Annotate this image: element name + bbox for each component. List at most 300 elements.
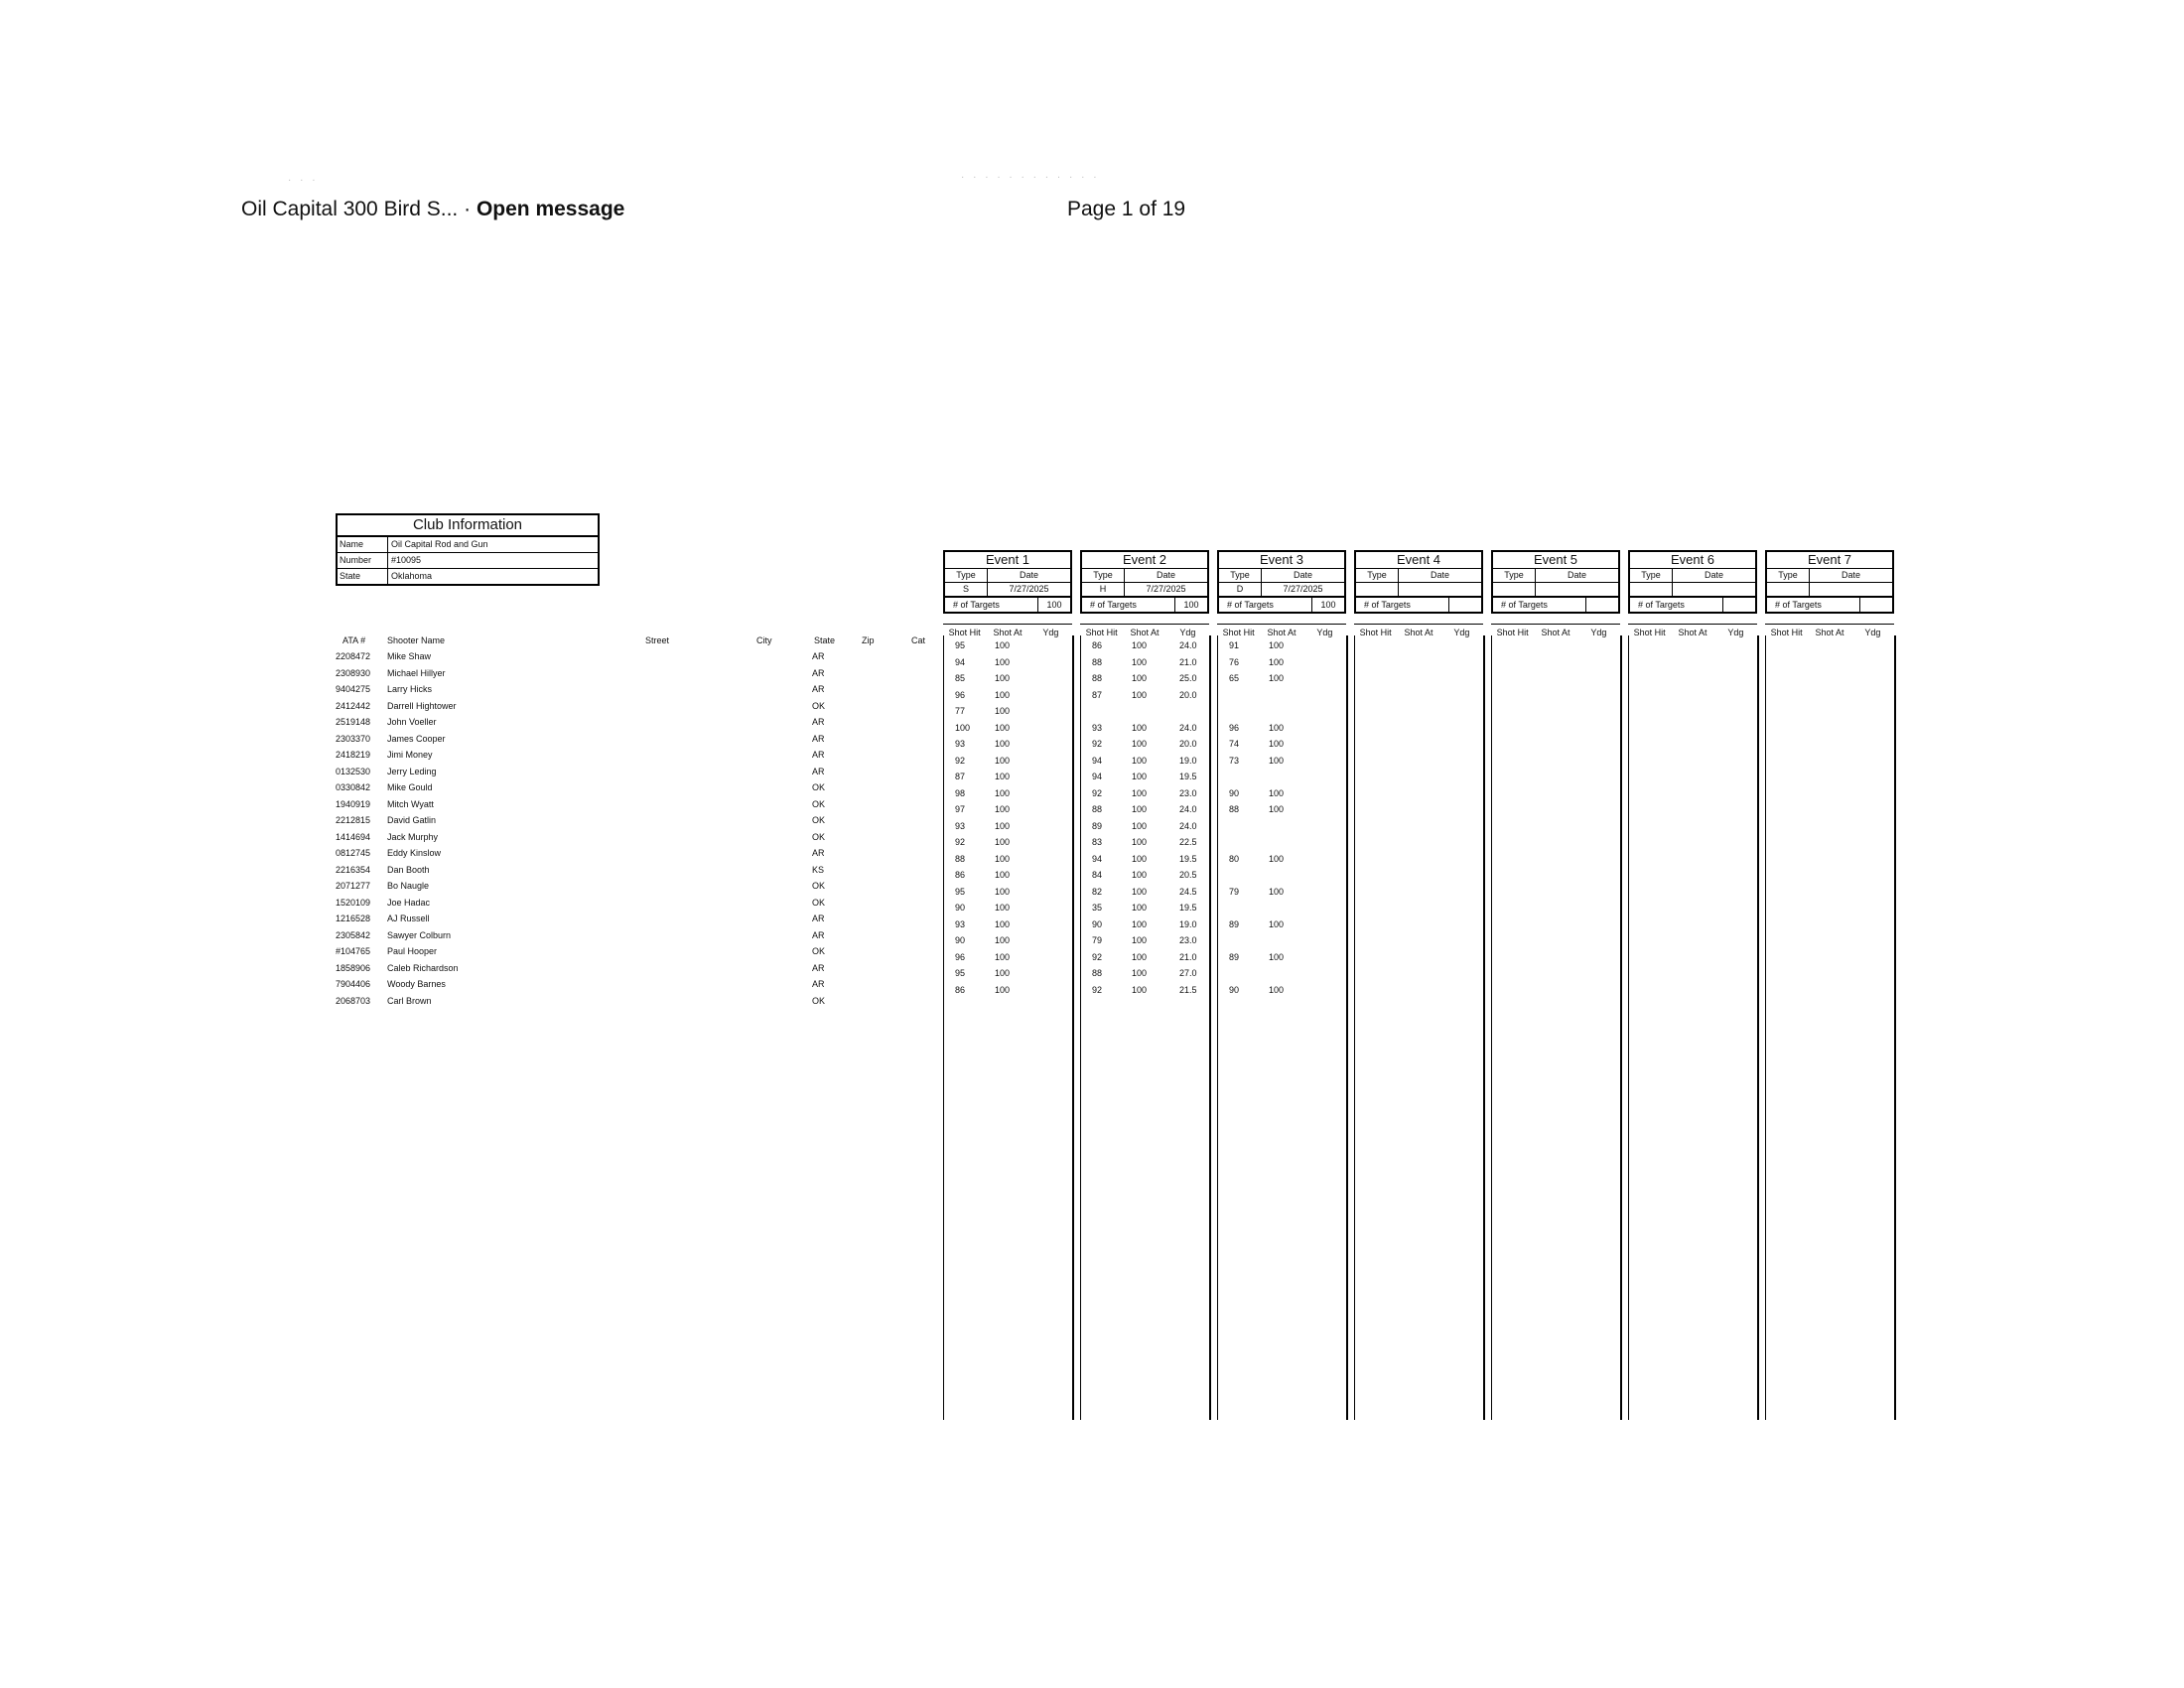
shooter-ata: 0812745	[336, 848, 371, 858]
score-row	[943, 756, 1072, 773]
shot-hit-value: 79	[1092, 935, 1103, 945]
shot-at-value: 100	[1132, 722, 1148, 733]
event-scores	[1217, 640, 1346, 1001]
score-row	[1217, 887, 1346, 904]
shooter-state: AR	[812, 979, 825, 989]
targets-label: # of Targets	[1493, 598, 1586, 612]
shooter-ata: 2412442	[336, 700, 371, 711]
score-row	[1217, 657, 1346, 674]
shot-at-value: 100	[995, 787, 1011, 798]
faint-header-left: · · ·	[288, 175, 319, 186]
shot-hit-value: 94	[955, 656, 966, 667]
event-block	[1354, 550, 1483, 640]
shot-hit-value: 88	[1092, 656, 1103, 667]
shooter-state: AR	[812, 750, 825, 760]
event-column-rule	[1628, 635, 1629, 1420]
shot-at-value: 100	[1269, 755, 1285, 766]
shooter-state: KS	[812, 864, 825, 875]
shot-hit-value: 35	[1092, 903, 1103, 913]
shot-hit-value: 96	[955, 951, 966, 962]
targets-row	[943, 598, 1072, 614]
shot-at-value: 100	[1269, 918, 1285, 929]
shot-at-value: 100	[995, 755, 1011, 766]
score-row	[1080, 821, 1209, 838]
shooter-name: Darrell Hightower	[387, 700, 457, 711]
club-row-key: State	[338, 569, 388, 584]
shot-hit-value: 92	[1092, 787, 1103, 798]
event-date	[1536, 583, 1618, 596]
shooter-state: AR	[812, 733, 825, 744]
shot-at-value: 100	[995, 706, 1011, 716]
shooter-state: OK	[812, 700, 826, 711]
shooter-state: OK	[812, 831, 826, 842]
shot-hit-value: 87	[1092, 689, 1103, 700]
score-row	[1217, 739, 1346, 756]
shooter-ata: 7904406	[336, 979, 371, 989]
score-row	[1217, 919, 1346, 936]
score-row	[943, 804, 1072, 821]
shooter-name: Woody Barnes	[387, 979, 446, 989]
col-state: State	[814, 635, 836, 645]
score-row	[1217, 804, 1346, 821]
shot-at-value: 100	[995, 886, 1011, 897]
shot-at-value: 100	[995, 935, 1011, 945]
score-row	[943, 640, 1072, 657]
message-title: Oil Capital 300 Bird S...	[241, 198, 459, 220]
type-label: Type	[1356, 569, 1399, 582]
shooter-ata: 1858906	[336, 962, 371, 973]
score-row	[1080, 837, 1209, 854]
shooter-state: AR	[812, 651, 825, 661]
shooter-name: Larry Hicks	[387, 684, 433, 694]
event-column-rule	[1080, 635, 1081, 1420]
score-row	[943, 968, 1072, 985]
event-date: 7/27/2025	[1146, 584, 1186, 594]
targets-count	[1449, 598, 1481, 612]
col-ata: ATA #	[342, 635, 366, 645]
shooter-state: AR	[812, 667, 825, 678]
score-row	[1217, 673, 1346, 690]
event-block	[1765, 550, 1894, 640]
score-row	[943, 739, 1072, 756]
event-column-rule	[1354, 635, 1355, 1420]
ydg-value: 24.0	[1179, 722, 1197, 733]
event-column-rule	[1346, 635, 1348, 1420]
shot-hit-value: 90	[1229, 787, 1240, 798]
shot-hit-value: 76	[1229, 656, 1240, 667]
shot-at-value: 100	[1132, 984, 1148, 995]
targets-count: 100	[1183, 600, 1199, 610]
shot-hit-value: 92	[955, 755, 966, 766]
shot-hit-value: 91	[1229, 640, 1240, 650]
shot-at-value: 100	[995, 722, 1011, 733]
shot-hit-value: 92	[1092, 984, 1103, 995]
shot-at-header: Shot At	[1404, 628, 1433, 637]
shot-at-header: Shot At	[1130, 628, 1160, 637]
shot-at-value: 100	[1269, 787, 1285, 798]
event-block	[943, 550, 1072, 1001]
event-column-rule	[1894, 635, 1896, 1420]
score-row	[1080, 985, 1209, 1002]
date-label: Date	[1156, 570, 1175, 580]
score-row	[1080, 935, 1209, 952]
shot-hit-value: 98	[955, 787, 966, 798]
shot-at-value: 100	[995, 772, 1011, 781]
score-row	[943, 903, 1072, 919]
targets-row	[1354, 598, 1483, 614]
targets-count	[1723, 598, 1755, 612]
shooter-name: Joe Hadac	[387, 897, 431, 908]
event-type	[1356, 583, 1399, 596]
shot-at-value: 100	[1269, 656, 1285, 667]
ydg-value: 27.0	[1179, 968, 1197, 978]
score-row	[1080, 690, 1209, 707]
shooter-name: Mike Shaw	[387, 651, 432, 661]
targets-row	[1628, 598, 1757, 614]
shot-at-header: Shot At	[1541, 628, 1570, 637]
event-type-date-values	[1767, 583, 1892, 596]
score-row	[1080, 673, 1209, 690]
shooter-name: Caleb Richardson	[387, 962, 459, 973]
ydg-value: 19.5	[1179, 853, 1197, 864]
shot-hit-value: 84	[1092, 870, 1103, 880]
event-title: Event 2	[1082, 552, 1207, 569]
shot-hit-value: 93	[955, 739, 966, 749]
event-header-box	[1628, 550, 1757, 598]
event-type-date-labels	[1356, 569, 1481, 583]
score-row	[943, 919, 1072, 936]
event-type-date-labels	[1219, 569, 1344, 583]
open-message-link[interactable]: Open message	[476, 198, 625, 220]
shooter-state: AR	[812, 914, 825, 923]
shot-at-value: 100	[1269, 886, 1285, 897]
shot-hit-header: Shot Hit	[1496, 628, 1529, 637]
targets-label: # of Targets	[1219, 598, 1312, 612]
ydg-value: 21.0	[1179, 951, 1197, 962]
score-row	[1217, 772, 1346, 788]
score-row	[1217, 952, 1346, 969]
club-information-box	[336, 513, 600, 586]
ydg-header: Ydg	[1727, 628, 1744, 637]
shooter-state: AR	[812, 766, 825, 776]
event-column-rule	[1072, 635, 1074, 1420]
score-row	[943, 657, 1072, 674]
shooter-ata: 2305842	[336, 929, 371, 940]
event-header-box	[1765, 550, 1894, 598]
shot-at-value: 100	[995, 870, 1011, 880]
shot-at-value: 100	[995, 689, 1011, 700]
shot-hit-value: 94	[1092, 772, 1103, 781]
message-header	[241, 198, 624, 221]
type-label: Type	[1767, 569, 1810, 582]
targets-label: # of Targets	[945, 598, 1038, 612]
shot-hit-value: 85	[955, 673, 966, 683]
shot-at-value: 100	[1132, 804, 1148, 814]
ydg-value: 19.0	[1179, 918, 1197, 929]
event-type	[1767, 583, 1810, 596]
shot-hit-value: 79	[1229, 886, 1240, 897]
shooter-name: Dan Booth	[387, 864, 430, 875]
shot-at-value: 100	[1132, 870, 1148, 880]
shooter-state: AR	[812, 684, 825, 694]
targets-label: # of Targets	[1356, 598, 1449, 612]
shot-at-header: Shot At	[1815, 628, 1844, 637]
event-title: Event 7	[1767, 552, 1892, 569]
shot-at-value: 100	[995, 903, 1011, 913]
event-type-date-values	[1082, 583, 1207, 596]
score-row	[1217, 756, 1346, 773]
event-block	[1217, 550, 1346, 1001]
ydg-value: 24.5	[1179, 886, 1197, 897]
score-row	[943, 772, 1072, 788]
shooter-ata: 2216354	[336, 864, 371, 875]
club-row-key: Number	[338, 553, 388, 568]
shooter-state: AR	[812, 848, 825, 858]
score-headers	[1354, 624, 1483, 640]
score-row	[1217, 788, 1346, 805]
shot-at-value: 100	[1132, 689, 1148, 700]
date-label: Date	[1019, 570, 1038, 580]
shot-at-value: 100	[1269, 804, 1285, 814]
shot-hit-value: 96	[1229, 722, 1240, 733]
shot-at-value: 100	[1132, 918, 1148, 929]
score-row	[1217, 903, 1346, 919]
club-row-key: Name	[338, 537, 388, 552]
score-row	[943, 821, 1072, 838]
ydg-value: 19.5	[1179, 903, 1197, 913]
shot-at-value: 100	[1132, 935, 1148, 945]
score-row	[1080, 723, 1209, 740]
shooter-state: AR	[812, 717, 825, 727]
date-label: Date	[1704, 570, 1723, 580]
shooter-name: Paul Hooper	[387, 946, 438, 956]
event-type	[1493, 583, 1536, 596]
score-row	[943, 837, 1072, 854]
shot-hit-header: Shot Hit	[1770, 628, 1803, 637]
shooter-name: Jerry Leding	[387, 766, 437, 776]
event-column-rule	[1757, 635, 1759, 1420]
ydg-value: 24.0	[1179, 820, 1197, 831]
shot-hit-value: 90	[1229, 984, 1240, 995]
shot-hit-value: 74	[1229, 739, 1240, 749]
event-scores	[943, 640, 1072, 1001]
date-label: Date	[1293, 570, 1312, 580]
score-row	[943, 706, 1072, 723]
ydg-header: Ydg	[1864, 628, 1881, 637]
shooter-name: Bo Naugle	[387, 881, 430, 891]
shot-hit-value: 90	[955, 903, 966, 913]
shooter-name: Mitch Wyatt	[387, 798, 434, 809]
shot-at-value: 100	[1132, 772, 1148, 781]
shot-at-value: 100	[1269, 673, 1285, 683]
score-row	[943, 690, 1072, 707]
score-row	[1080, 657, 1209, 674]
shot-at-value: 100	[1132, 739, 1148, 749]
score-row	[1080, 968, 1209, 985]
club-row-value: Oil Capital Rod and Gun	[391, 539, 488, 549]
targets-row	[1080, 598, 1209, 614]
shot-at-value: 100	[995, 739, 1011, 749]
event-column-rule	[1491, 635, 1492, 1420]
shot-at-value: 100	[1269, 640, 1285, 650]
shooter-state: AR	[812, 962, 825, 973]
shooter-name: Sawyer Colburn	[387, 929, 452, 940]
shot-hit-value: 90	[955, 935, 966, 945]
score-row	[943, 887, 1072, 904]
shot-at-value: 100	[1132, 656, 1148, 667]
score-row	[1080, 772, 1209, 788]
club-information-title: Club Information	[338, 515, 598, 537]
score-row	[1217, 640, 1346, 657]
shot-at-value: 100	[1132, 968, 1148, 978]
score-row	[943, 788, 1072, 805]
targets-row	[1765, 598, 1894, 614]
score-row	[1080, 854, 1209, 871]
score-row	[1217, 870, 1346, 887]
club-row	[338, 537, 598, 553]
shot-hit-value: 96	[955, 689, 966, 700]
shooter-ata: 2308930	[336, 667, 371, 678]
shooter-ata: 0330842	[336, 782, 371, 792]
event-type-date-values	[1630, 583, 1755, 596]
shooter-ata: 2212815	[336, 815, 371, 825]
shot-hit-value: 89	[1229, 918, 1240, 929]
event-title: Event 1	[945, 552, 1070, 569]
event-type: D	[1219, 583, 1262, 596]
shooter-state: OK	[812, 815, 826, 825]
shot-hit-value: 90	[1092, 918, 1103, 929]
shooter-name: Jimi Money	[387, 750, 433, 760]
targets-count	[1586, 598, 1618, 612]
score-row	[1080, 706, 1209, 723]
shooter-ata: 1940919	[336, 798, 371, 809]
event-date	[1399, 583, 1481, 596]
event-header-box	[943, 550, 1072, 598]
type-label: Type	[1219, 569, 1262, 582]
shot-at-value: 100	[1132, 837, 1148, 847]
col-zip: Zip	[862, 635, 875, 645]
score-row	[943, 854, 1072, 871]
shot-hit-value: 80	[1229, 853, 1240, 864]
shot-at-value: 100	[1132, 951, 1148, 962]
event-date: 7/27/2025	[1009, 584, 1049, 594]
shot-hit-value: 100	[955, 722, 971, 733]
shot-hit-value: 88	[955, 853, 966, 864]
type-label: Type	[1082, 569, 1125, 582]
event-type-date-labels	[945, 569, 1070, 583]
shooter-ata: #104765	[336, 946, 371, 956]
ydg-value: 19.0	[1179, 755, 1197, 766]
shot-hit-value: 94	[1092, 755, 1103, 766]
event-type-date-labels	[1767, 569, 1892, 583]
date-label: Date	[1567, 570, 1586, 580]
event-type: H	[1082, 583, 1125, 596]
score-row	[1080, 756, 1209, 773]
score-row	[1217, 723, 1346, 740]
separator-dot: ·	[464, 198, 472, 220]
ydg-value: 20.0	[1179, 689, 1197, 700]
score-row	[943, 952, 1072, 969]
score-headers	[1628, 624, 1757, 640]
event-type-date-values	[1356, 583, 1481, 596]
event-column-rule	[1765, 635, 1766, 1420]
shot-hit-header: Shot Hit	[1085, 628, 1118, 637]
shot-at-value: 100	[995, 984, 1011, 995]
shot-hit-value: 89	[1092, 820, 1103, 831]
targets-row	[1217, 598, 1346, 614]
shot-at-value: 100	[1132, 640, 1148, 650]
event-title: Event 3	[1219, 552, 1344, 569]
shot-at-value: 100	[1132, 886, 1148, 897]
shooter-ata: 1216528	[336, 914, 371, 923]
event-column-rule	[1483, 635, 1485, 1420]
ydg-header: Ydg	[1042, 628, 1059, 637]
score-row	[1080, 952, 1209, 969]
shot-hit-value: 86	[955, 870, 966, 880]
event-block	[1628, 550, 1757, 640]
date-label: Date	[1841, 570, 1860, 580]
event-column-rule	[943, 635, 944, 1420]
score-row	[1217, 690, 1346, 707]
shot-at-value: 100	[1132, 755, 1148, 766]
shot-at-value: 100	[1269, 739, 1285, 749]
col-city: City	[756, 635, 772, 645]
event-column-rule	[1620, 635, 1622, 1420]
shooter-state: OK	[812, 782, 826, 792]
score-row	[1217, 854, 1346, 871]
shot-hit-value: 88	[1092, 804, 1103, 814]
score-row	[1217, 968, 1346, 985]
shot-hit-value: 87	[955, 772, 966, 781]
shooter-ata: 2519148	[336, 717, 371, 727]
shot-hit-value: 88	[1229, 804, 1240, 814]
ydg-value: 24.0	[1179, 804, 1197, 814]
faint-header-center: · · · · · · · · · · · ·	[961, 172, 1100, 183]
shot-hit-header: Shot Hit	[948, 628, 981, 637]
shooter-ata: 1414694	[336, 831, 371, 842]
shooter-state: OK	[812, 798, 826, 809]
event-title: Event 6	[1630, 552, 1755, 569]
score-row	[1217, 821, 1346, 838]
club-row	[338, 553, 598, 569]
shooter-state: OK	[812, 995, 826, 1006]
club-row-value: #10095	[391, 555, 422, 565]
shooter-name: Jack Murphy	[387, 831, 439, 842]
shot-hit-value: 92	[955, 837, 966, 847]
shot-at-value: 100	[1132, 820, 1148, 831]
score-headers	[1765, 624, 1894, 640]
shot-hit-value: 86	[955, 984, 966, 995]
score-row	[1217, 985, 1346, 1002]
shot-at-value: 100	[995, 968, 1011, 978]
targets-label: # of Targets	[1767, 598, 1860, 612]
shooter-name: John Voeller	[387, 717, 437, 727]
shot-hit-value: 88	[1092, 968, 1103, 978]
shooter-name: Eddy Kinslow	[387, 848, 442, 858]
type-label: Type	[1630, 569, 1673, 582]
ydg-value: 20.5	[1179, 870, 1197, 880]
shot-hit-value: 93	[955, 918, 966, 929]
event-column-rule	[1209, 635, 1211, 1420]
targets-count: 100	[1046, 600, 1062, 610]
event-type-date-labels	[1493, 569, 1618, 583]
score-row	[1080, 903, 1209, 919]
ydg-value: 19.5	[1179, 772, 1197, 781]
shot-hit-header: Shot Hit	[1222, 628, 1255, 637]
event-title: Event 4	[1356, 552, 1481, 569]
shooter-ata: 2071277	[336, 881, 371, 891]
shot-hit-value: 73	[1229, 755, 1240, 766]
